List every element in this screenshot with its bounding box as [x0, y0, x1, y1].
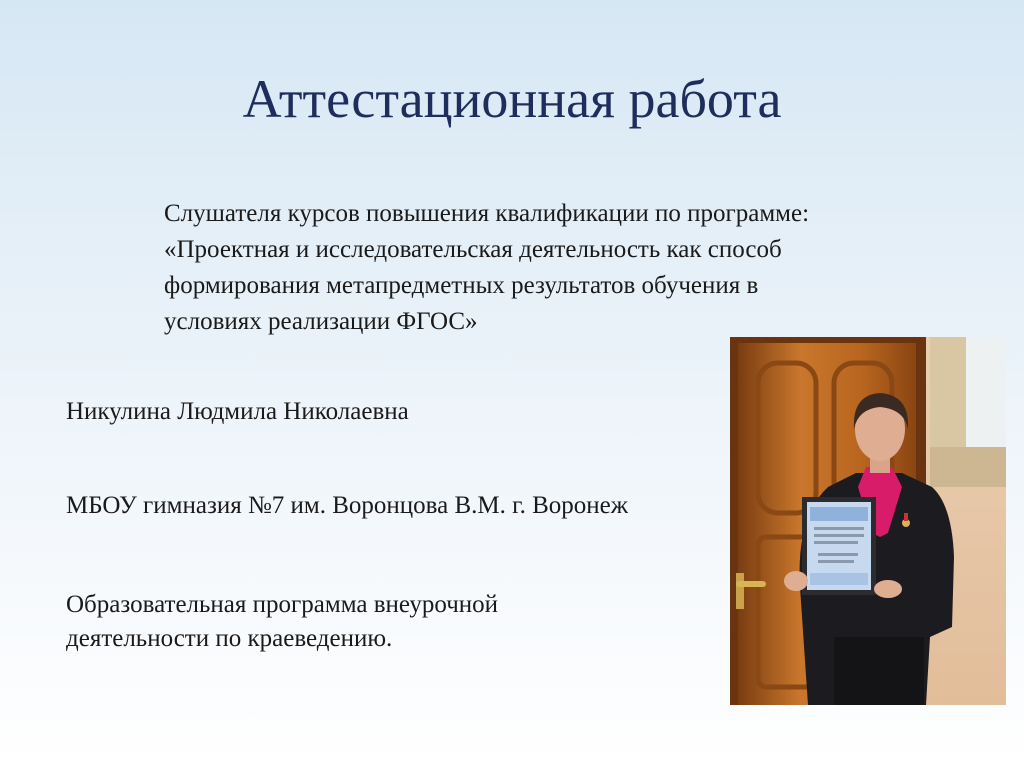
- school-name: МБОУ гимназия №7 им. Воронцова В.М. г. Воронеж: [66, 492, 629, 519]
- author-photo: [730, 337, 1006, 705]
- slide-title: Аттестационная работа: [242, 69, 782, 129]
- author-name: Никулина Людмила Николаевна: [66, 398, 409, 425]
- course-description-line: «Проектная и исследовательская деятельность как способ: [164, 236, 782, 263]
- course-description-line: Слушателя курсов повышения квалификации по программе:: [164, 200, 810, 227]
- program-description-line: деятельности по краеведению.: [66, 625, 393, 652]
- course-description-line: формирования метапредметных результатов обучения в: [164, 272, 759, 299]
- program-description-line: Образовательная программа внеурочной: [66, 591, 499, 618]
- program-description: [66, 588, 498, 656]
- course-description: [164, 196, 904, 340]
- course-description-line: условиях реализации ФГОС»: [164, 308, 478, 335]
